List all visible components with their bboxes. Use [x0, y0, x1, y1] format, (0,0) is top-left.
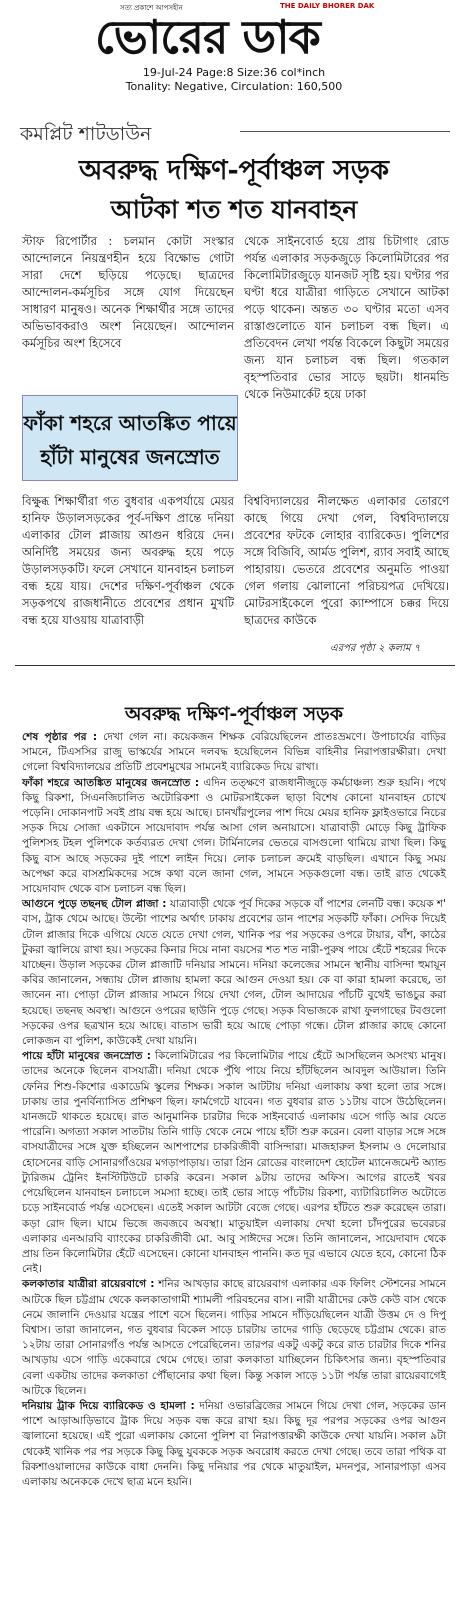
paragraph-3: যাত্রাবাড়ী থেকে পূর্ব দিকের সড়কে বাঁ পাশের লেনটি বন্ধ। কয়েক শ' বাস, ট্রাক থেমে আছে। উল্টো পাশের অর্থাৎ ঢাকায় প্রবেশের ডান পাশের সড়কটি ফাঁকা। সেদিক দিয়েই টোল প্লাজার দিকে এগিয়ে যেতে যেতে দেখা গেল, খানিক পর পর সড়কের ওপরে টায়ার, বাঁশ, কাঠের টুকরা জ্বালিয়ে রাখা হয়। সড়কের কিনার দিয়ে নানা বয়সের শত শত নারী-পুরুষ পায়ে হেঁটে শহরের দিকে যাচ্ছেন। উড়াল সড়কের টোল প্লাজাটি দনিয়ার সামনে। দনিয়া কলেজের সামনে স্থানীয় বাসিন্দা হুমায়ূন কবির জানালেন, সন্ধ্যায় টোল প্লাজায় হামলা করে আগুন দেওয়া হয়। কে বা কারা হামলা করেছে, তা জানেন না। পোড়া টোল প্লাজার সামনে গিয়ে দেখা গেল, টোল আদায়ের পাঁচটি বুথেই ভাঙচুর করা হয়েছে। তছনছ অবস্থা। আগুনে ওপরের ছাউনি পুড়ে গেছে। সড়ক বিভাজকে রাখা ফুলগাছের টবগুলো সড়কের ওপর ছত্রখান হয়ে আছে। বাতাস ভারী হয়ে আছে পোড়া গন্ধে। টোল প্লাজার কাছে কোনো লোকজন বা পুলিশ, কাউকেই দেখা যায়নি। — [22, 898, 446, 1048]
subhead-3: আগুনে পুড়ে তছনছ টোল প্লাজা : — [22, 898, 167, 911]
column-2-bottom: বিশ্ববিদ্যালয়ের নীলক্ষেত এলাকার তোরণে কাছে গিয়ে দেখা গেল, বিশ্ববিদ্যালয়ে প্রবেশের ফটকে লোহার ব্যারিকেড। পুলিশের সঙ্গে বিজিবি, আর্মড পুলিশ, র‍্যাব সবাই আছে পাহারায়। ভেতরে প্রবেশের অনুমতি পাওয়া গেল গলায় ঝোলানো পরিচয়পত্র দেখিয়ে। মোটরসাইকেলে পুরো ক্যাম্পাসে চক্কর দিয়ে ছাত্রদের কাউকে — [244, 494, 449, 627]
subhead-5: কলকাতার যাত্রীরা রায়েরবাগে : — [22, 1278, 155, 1291]
clipping-meta-date: 19-Jul-24 Page:8 Size:36 col*inch — [142, 66, 326, 79]
jump-line: এরপর পৃষ্ঠা ২ কলাম ৭ — [330, 643, 421, 654]
column-1-top: স্টাফ রিপোর্টার : চলমান কোটা সংস্কার আন্দোলনে নিয়ন্ত্রণহীন হয়ে বিক্ষোভ গোটা সারা দেশে ছড়িয়ে পড়েছে। ছাত্রদের আন্দোলন-কর্মসূচির সঙ্গে যোগ দিয়েছেন সাধারণ মানুষও। অনেক শিক্ষার্থীর সঙ্গে তাদের অভিভাবকরাও অংশ নিয়েছেন। আন্দোলন কর্মসূচির অংশ হিসেবে — [22, 234, 234, 350]
paragraph-6: দনিয়া ওভারব্রিজের সামনে গিয়ে দেখা গেল, সড়কের ডান পাশে আড়াআড়িভাবে ট্রাক দিয়ে সড়ক বন্ধ করে রাখা হয়। কিছু দূর পরপর সড়কের ওপর আগুন জ্বালানো হয়েছে। এই পুরো এলাকায় কোনো পুলিশ বা নিরাপত্তারক্ষী কাউকে দেখা যায়নি। সকাল ৯টা থেকেই খানিক পর পর সড়কে কিছু কিছু যুবককে সড়ক অবরোধ করতে দেখা গেছে। তবে তারা পথিক বা রিকশাওয়ালাদের কাউকে বাধা দেননি। কিছু দনিয়ার পর থেকে মাতুয়াইল, মদনপুর, সানারপাড়া এসব এলাকায় অনেককে দেখে ছাত্র মনে হয়নি। — [22, 1399, 446, 1488]
subhead-1: শেষ পৃষ্ঠার পর : — [22, 731, 98, 743]
paragraph-1: দেখা গেল না। কয়েকজন শিক্ষক বেরিয়েছিলেন প্রাতঃভ্রমণে। উপাচার্যের বাড়ির সামনে, টিএসসির রাজু ভাস্কর্যের সামনে দলবদ্ধ হয়েছিলেন বিভিন্ন বাহিনীর নিরাপত্তারক্ষীরা। দেখা গেলো বিশ্ববিদ্যালয়ের প্রতিটি প্রবেশমুখের সামনেই ব্যারিকেড দিয়ে রাখা। — [22, 731, 447, 774]
subhead-2: ফাঁকা শহরে আতঙ্কিত মানুষের জনস্রোত : — [22, 776, 200, 789]
headline-line-1: অবরুদ্ধ দক্ষিণ-পূর্বাঞ্চল সড়ক — [79, 155, 389, 186]
paragraph-4: কিলোমিটারের পর কিলোমিটার পায়ে হেঁটে আসছিলেন অসংখ্য মানুষ। তাদের অনেকে ছিলেন বাসযাত্রী। দনিয়া থেকে পুঁথি পায়ে নিয়ে হাঁটছিলেন আবদুল আউয়াল। তিনি ফেনির শিশু-কিশোর একাডেমি স্কুলের শিক্ষক। সকাল আটটায় দনিয়া এলাকায় কথা হলো তার সঙ্গে। ঢাকায় তার পুনর্বিন্যাসিত প্রশিক্ষণ ছিল। ফার্মগেটে যাবেন। গত বুধবার রাত ১১টায় বাসে উঠেছিলেন। যানজটে থাকতে হয়েছে। রাত আনুমানিক চারটার দিকে সাইনবোর্ড এলাকায় এসে গাড়ি আর যেতে পারেনি। অগত্যা সকাল সাতটায় তিনি গাড়ি থেকে নেমে পায়ে হাঁটা শুরু করেন। বেলা বাড়ার সঙ্গে সঙ্গে বাসযাত্রীদের সঙ্গে যুক্ত হচ্ছিলেন আশপাশের চাকরিজীবী বাসিন্দারা। মাজহারুল ইসলাম ও দেলোয়ার হোসেনের বাড়ি সোনারগাঁওয়ের মগড়াপাড়ায়। তারা গ্রিন রোডের বাংলাদেশ হোটেল ম্যানেজমেন্ট অ্যান্ড ট্যুরিজম ট্রেনিং ইনস্টিটিউটে চাকরি করেন। সকাল ৯টায় তাদের অফিস। আগের রাতেই খবর পেয়েছিলেন যানবাহন চলাচলে সমস্যা হচ্ছে। তাই ভোর সাড়ে পাঁচটায় রিকশা, ব্যাটারিচালিত অটোতে চড়ে সাইনবোর্ড পর্যন্ত এসেছেন। এতেই সকাল আটটা বেজে গেছে। এরপর হাঁটতে শুরু করেছেন তারা। কড়া রোদ ছিল। ঘামে ভিজে জবজবে অবস্থা। মাতুয়াইল এলাকায় দেখা হলো চাঁদপুরের ভবেরচর এলাকার এনআরবি ব্যাংকের চাকরিজীবী মো. আবু সাঈদের সঙ্গে। তিনি জানালেন, সায়েদাবাদ থেকে প্রায় তিন কিলোমিটার হেঁটে এসেছেন। কোনো যানবাহন পাননি। কত দূর এভাবে যেতে হবে, কোনো ঠিক নেই। — [22, 1050, 446, 1276]
newspaper-title: ভোরের ডাক — [95, 10, 320, 64]
clipping-meta-tonality: Tonality: Negative, Circulation: 160,500 — [125, 80, 343, 93]
english-name: THE DAILY BHORER DAK — [280, 2, 375, 10]
subhead-4: পায়ে হাঁটা মানুষের জনস্রোত : — [22, 1050, 151, 1063]
section-divider — [15, 665, 455, 666]
article-kicker: কমপ্লিট শাটডাউন — [20, 123, 152, 145]
pull-quote-box: ফাঁকা শহরে আতঙ্কিত পায়ে হাঁটা মানুষের জনস্রোত — [22, 395, 238, 481]
paragraph-2: এদিন তত্ক্ষণে রাজধানীজুড়ে কর্মচাঞ্চল্য শুরু হয়নি। পথে কিছু রিকশা, সিএনজিচালিত অটোরিকশা ও মোটরসাইকেল ছাড়া বিশেষ কোনো যানবাহন চোখে পড়েনি। দোকানপাট সবই প্রায় বন্ধ হয়ে আছে। চানখাঁরপুলের পাশ দিয়ে মেয়র হানিফ ফ্লাইওভারে নিচের সড়ক দিয়ে সোজা একটানে সায়েদাবাদ পর্যন্ত আসা গেল অনায়াসে। যাত্রাবাড়ী মোড়ে কিছু ট্রাফিক পুলিশসহ টহল পুলিশকে কর্তব্যরত দেখা গেল। টার্মিনালের ভেতরে বাসগুলো থামিয়ে রাখা ছিল। কিছু কিছু বাস আছে সড়কের দুই পাশে লাইন দিয়ে। লোক চলাচল ক্রমেই বাড়ছিল। এখানে কিছু সময় অপেক্ষা করে বাসশ্রমিকদের সঙ্গে কথা বলে জানা গেল, সামনে সড়কগুলো বন্ধ। তাই রাত থেকেই সায়েদাবাদ থেকে বাস চলাচল বন্ধ ছিল। — [22, 776, 446, 896]
paragraph-5: শনির আখড়ার কাছে রায়েরবাগ এলাকার এক ফিলিং স্টেশনের সামনে আটকে ছিল চট্টগ্রাম থেকে কলকাতাগামী শ্যামলী পরিবহনের বাস। নারী যাত্রীদের কেউ কেউ বাস থেকে নেমে জালানি দেওয়ার যন্ত্রের পাশে বসে ছিলেন। গাড়ির সামনে দাঁড়িয়েছিলেন যাত্রী উত্তম দে ও দিপু বিশ্বাস। তারা জানালেন, গত বুধবার বিকেল সাড়ে চারটায় তাদের গাড়ি ছেড়েছে চট্টগ্রাম থেকে। রাত ১২টায় তারা সোনারগাঁও পর্যন্ত আসতে পেরেছিলেন। তারপর একটু একটু করে রাত চারটার দিকে শনির আখড়ায় এসে গাড়ি একেবারে থেমে গেছে। তারা কলকাতা যাচ্ছিলেন চিকিৎসার জন্য। বৃহস্পতিবার বেলা একটায় তাদের কলকাতা পৌঁছানোর কথা ছিল। কিন্তু সকাল সাড়ে ১১টা পর্যন্ত তারা রায়েরবাগেই আটকে ছিলেন। — [22, 1278, 446, 1397]
continuation-headline: অবরুদ্ধ দক্ষিণ-পূর্বাঞ্চল সড়ক — [124, 703, 344, 725]
subhead-6: দনিয়ায় ট্রাক দিয়ে ব্যারিকেড ও হামলা : — [22, 1399, 195, 1412]
column-2-top: থেকে সাইনবোর্ড হয়ে প্রায় চিটাগাং রোড পর্যন্ত এলাকার সড়কজুড়ে কিলোমিটারের পর কিলোমিটারজুড়ে যানজট সৃষ্টি হয়। ঘণ্টার পর ঘণ্টা ধরে যাত্রীরা গাড়িতে সেখানে আটকা পড়ে থাকেন। অন্তত ৩০ ঘণ্টার মতো এসব রাস্তাগুলোতে যান চলাচল বন্ধ ছিল। এ প্রতিবেদন লেখা পর্যন্ত বিকেলে কিছুটা সময়ের জন্য যান চলাচল বন্ধ ছিল। গতকাল বৃহস্পতিবার ভোর সাড়ে ছয়টা। ধানমন্ডি থেকে নিউমার্কেট হয়ে ঢাকা — [244, 234, 449, 401]
column-1-bottom: বিক্ষুব্ধ শিক্ষার্থীরা গত বুধবার একপর্যায়ে মেয়র হানিফ উড়ালসড়কের পূর্ব-দক্ষিণ প্রান্তে দনিয়া এলাকার টোল প্লাজায় আগুন ধরিয়ে দেন। অনির্দিষ্ট সময়ের জন্য অবরুদ্ধ হয়ে পড়ে উড়ালসড়কটি। ফলে সেখানে যানবাহন চলাচল বন্ধ হয়ে যায়। দেশের দক্ষিণ-পূর্বাঞ্চল থেকে সড়কপথে রাজধানীতে প্রবেশের প্রধান মুখটি বন্ধ হয়ে যাওয়ায় যাত্রাবাড়ী — [22, 494, 234, 627]
kicker-rule — [240, 131, 450, 132]
masthead — [0, 0, 468, 95]
headline-line-2: আটকা শত শত যানবাহন — [110, 195, 358, 224]
tagline: সত্য প্রকাশে আপসহীন — [120, 4, 183, 12]
continuation-body — [22, 730, 446, 1490]
